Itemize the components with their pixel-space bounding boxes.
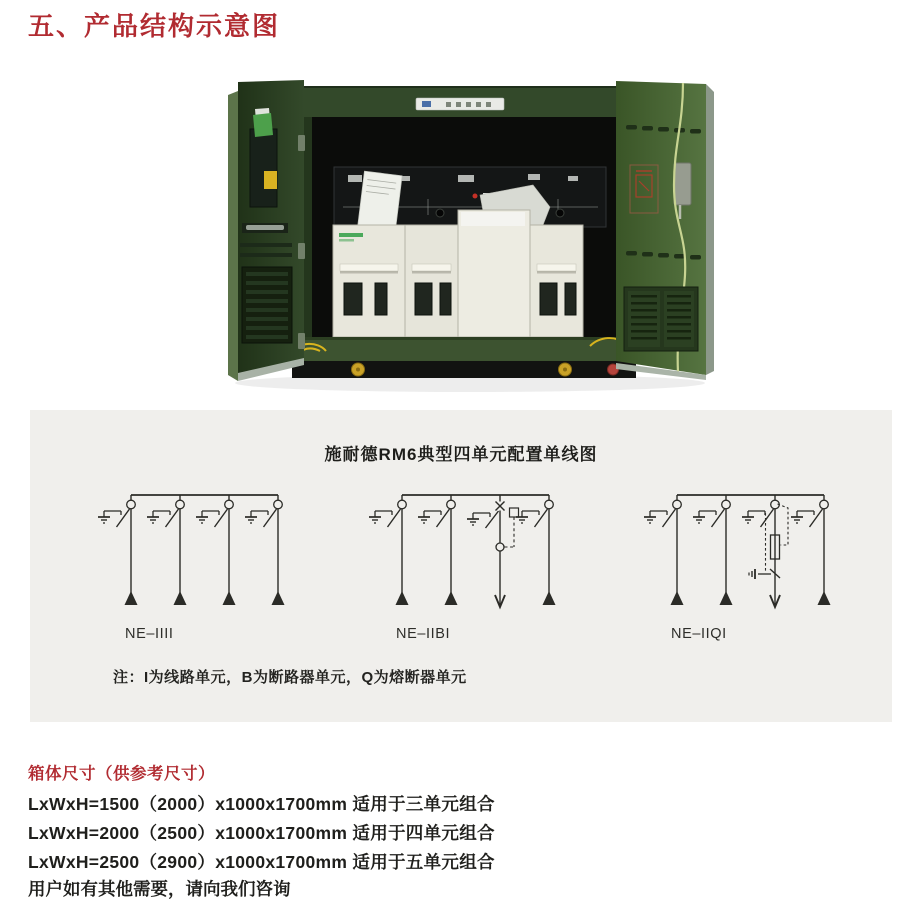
document-sheet bbox=[358, 171, 402, 230]
switchgear-panel-2 bbox=[405, 225, 458, 337]
single-line-diagram bbox=[95, 487, 300, 613]
diagram-panel-title: 施耐德RM6典型四单元配置单线图 bbox=[324, 445, 598, 464]
door-handle bbox=[246, 225, 284, 230]
document-pouch bbox=[250, 129, 277, 207]
warning-label-yellow bbox=[264, 171, 277, 189]
dimension-line: LxWxH=1500（2000）x1000x1700mm 适用于三单元组合 bbox=[28, 794, 495, 814]
diagram-ne-iiqi bbox=[641, 487, 846, 642]
page-title: 五、产品结构示意图 bbox=[28, 11, 281, 41]
left-door bbox=[228, 80, 305, 381]
door-latch bbox=[674, 163, 691, 205]
nameplate-logo bbox=[422, 101, 431, 107]
dimension-line: LxWxH=2000（2500）x1000x1700mm 适用于四单元组合 bbox=[28, 823, 495, 843]
cabinet-base bbox=[291, 337, 636, 378]
cabinet-interior bbox=[286, 117, 636, 378]
single-line-diagram bbox=[641, 487, 846, 613]
dimension-line: LxWxH=2500（2900）x1000x1700mm 适用于五单元组合 bbox=[28, 852, 495, 872]
diagram-label: NE–IIII bbox=[125, 626, 174, 642]
diagram-ne-iibi bbox=[366, 487, 571, 642]
product-photo bbox=[228, 75, 718, 395]
diagram-label: NE–IIBI bbox=[396, 626, 451, 642]
base-skid bbox=[292, 361, 636, 378]
diagram-ne-iiii bbox=[95, 487, 300, 642]
door-vent bbox=[624, 287, 698, 351]
rm6-switchgear bbox=[333, 210, 583, 337]
door-vent bbox=[242, 267, 292, 343]
dimensions-heading: 箱体尺寸（供参考尺寸） bbox=[28, 765, 215, 783]
cabinet-roof bbox=[274, 86, 640, 117]
switchgear-panel-3 bbox=[458, 210, 530, 337]
right-door bbox=[616, 81, 714, 380]
consult-line: 用户如有其他需要，请向我们咨询 bbox=[28, 879, 291, 899]
indicator-red bbox=[473, 194, 478, 199]
switchgear-panel-4 bbox=[530, 225, 583, 337]
diagram-label: NE–IIQI bbox=[671, 626, 727, 642]
single-line-diagram bbox=[366, 487, 571, 613]
diagram-note: 注：I为线路单元，B为断路器单元，Q为熔断器单元 bbox=[113, 669, 467, 686]
diagram-panel bbox=[30, 410, 892, 722]
manual-papers bbox=[253, 113, 273, 137]
switchgear-panel-1 bbox=[333, 225, 405, 337]
